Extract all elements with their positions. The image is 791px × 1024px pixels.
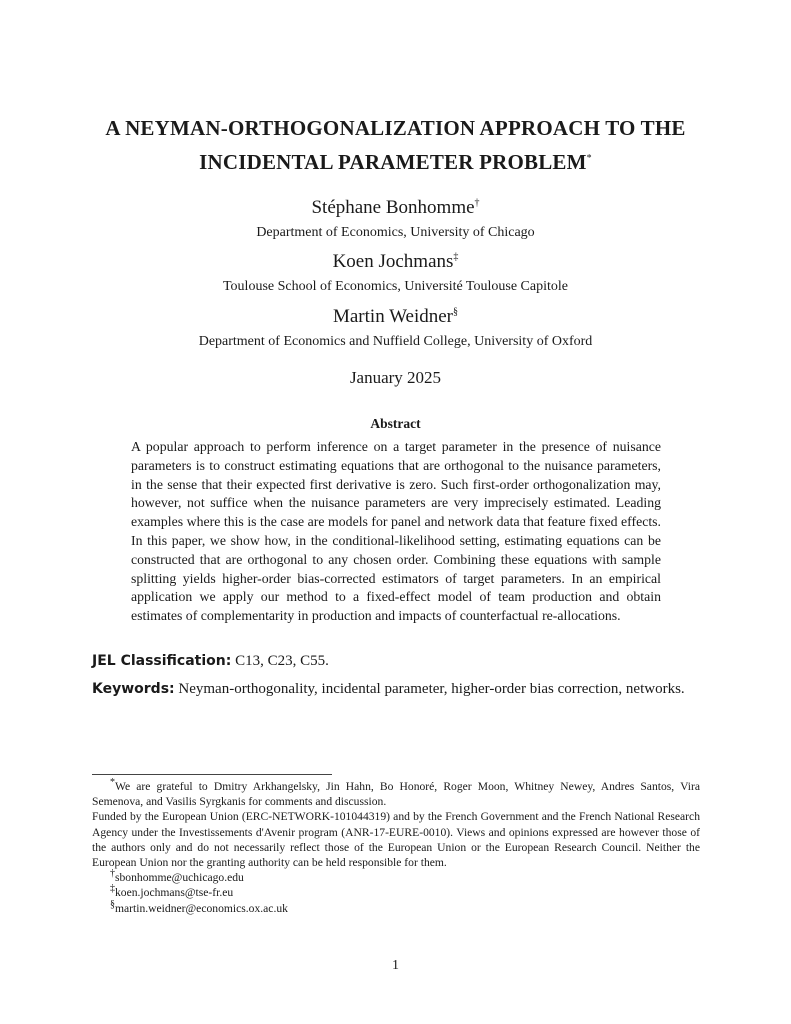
author-3-footnote-mark[interactable]: § — [453, 306, 458, 318]
footnote-funding: Funded by the European Union (ERC-NETWORK-101044319) and by the French Government and the French National Research Agency under the Investissements d'Avenir program (ANR-17-EURE-0010). Views and opinions expressed are however those of the authors only and do not necessarily reflect those of the European Union or the European Research Council. Neither the European Union nor the granting authority can be held responsible for them. — [92, 810, 700, 870]
footnote-email-1 — [92, 870, 700, 885]
footnote-email-3-mark: § — [110, 898, 115, 910]
author-2-name: Koen Jochmans — [332, 251, 454, 272]
title-footnote-mark[interactable]: * — [586, 153, 592, 164]
footnote-email-1-mark: † — [110, 868, 115, 880]
author-1-affiliation: Department of Economics, University of Chicago — [256, 225, 535, 240]
jel-classification — [92, 652, 702, 671]
email-link-weidner[interactable]: martin.weidner@economics.ox.ac.uk — [115, 901, 288, 915]
author-2-footnote-mark[interactable]: ‡ — [453, 251, 459, 263]
title-line-2-text: INCIDENTAL PARAMETER PROBLEM — [199, 150, 587, 174]
title-line-2 — [60, 150, 731, 175]
author-3-affiliation: Department of Economics and Nuffield College, University of Oxford — [198, 334, 593, 349]
email-link-bonhomme[interactable]: sbonhomme@uchicago.edu — [115, 871, 244, 885]
keywords — [92, 680, 702, 699]
author-1-footnote-mark[interactable]: † — [474, 197, 480, 209]
abstract-text: A popular approach to perform inference on a target parameter in the presence of nuisance parameters is to construct estimating equations that are orthogonal to the nuisance parameters, in the sense that their expected first derivative is zero. Such first-order orthogonalization may, however, not suffice when the nuisance parameters are very imprecisely estimated. Leading examples where this is the case are models for panel and network data that feature fixed effects. In this paper, we show how, in the conditional-likelihood setting, estimating equations can be constructed that are orthogonal to any chosen order. Combining these equations with sample splitting yields higher-order bias-corrected estimators of target parameters. In an empirical application we apply our method to a fixed-effect model of team production and obtain estimates of complementarity in production and impacts of counterfactual re-allocations. — [131, 439, 661, 624]
keywords-value: Neyman-orthogonality, incidental parameter, higher-order bias correction, networks. — [178, 681, 685, 697]
jel-label: JEL Classification: — [92, 653, 232, 669]
footnotes — [92, 779, 700, 916]
author-1 — [40, 197, 751, 219]
publication-date: January 2025 — [349, 368, 442, 387]
abstract-heading: Abstract — [370, 416, 421, 431]
author-3-name: Martin Weidner — [332, 306, 453, 327]
footnote-acknowledgment-mark: * — [110, 777, 115, 789]
footnote-email-2 — [92, 885, 700, 900]
footnote-divider — [92, 774, 332, 775]
title-line-1: A NEYMAN-ORTHOGONALIZATION APPROACH TO THE — [105, 116, 686, 140]
keywords-label: Keywords: — [92, 681, 175, 697]
jel-value: C13, C23, C55. — [235, 653, 329, 669]
footnote-email-2-mark: ‡ — [110, 883, 115, 895]
footnote-email-3 — [92, 898, 700, 916]
author-3 — [40, 306, 751, 328]
author-2 — [40, 251, 751, 273]
footnote-acknowledgment — [92, 779, 700, 809]
author-2-affiliation: Toulouse School of Economics, Université Toulouse Capitole — [222, 279, 568, 294]
footnote-acknowledgment-text: We are grateful to Dmitry Arkhangelsky, Jin Hahn, Bo Honoré, Roger Moon, Whitney Newey, Andres Santos, Vira Semenova, and Vasilis Syrgkanis for comments and discussion. — [92, 780, 700, 809]
email-link-jochmans[interactable]: koen.jochmans@tse-fr.eu — [115, 886, 234, 900]
author-1-name: Stéphane Bonhomme — [311, 197, 475, 218]
page-number: 1 — [392, 958, 399, 973]
